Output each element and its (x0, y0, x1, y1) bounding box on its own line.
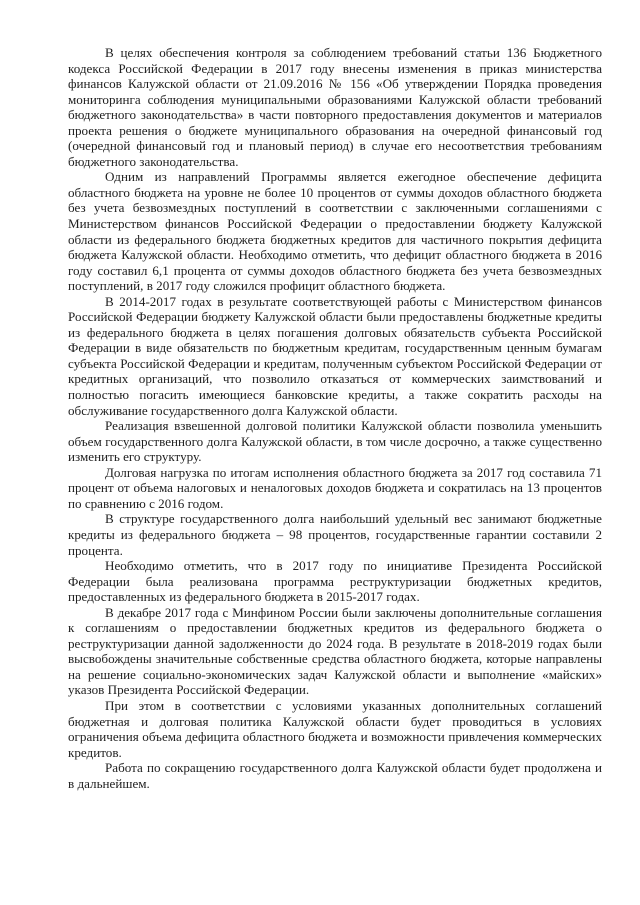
document-body (68, 45, 602, 791)
paragraph-restructuring-program: Необходимо отметить, что в 2017 году по инициативе Президента Российской Федерации была реализована программа реструктуризации бюджетных кредитов, предоставленных из федерального бюджета в 2015-2017 годах. (68, 558, 602, 605)
paragraph-december-agreements: В декабре 2017 года с Минфином России были заключены дополнительные соглашения к соглашениям о предоставлении бюджетных кредитов из федерального бюджета о реструктуризации данной задолженности до 2024 года. В результате в 2018-2019 годах были высвобождены значительные собственные средства областного бюджета, которые направлены на решение социально-экономических задач Калужской области и выполнение «майских» указов Президента Российской Федерации. (68, 604, 602, 698)
paragraph-deficit-program: Одним из направлений Программы является ежегодное обеспечение дефицита областного бюджета на уровне не более 10 процентов от суммы доходов областного бюджета без учета безвозмездных поступлений в соответствии с заключенными соглашениями с Министерством финансов Российской Федерации о предоставлении бюджету Калужской области из федерального бюджета бюджетных кредитов для частичного покрытия дефицита бюджета Калужской области. Необходимо отметить, что дефицит областного бюджета в 2016 году составил 6,1 процента от суммы доходов областного бюджета без учета безвозмездных поступлений, в 2017 году сложился профицит областного бюджета. (68, 169, 602, 294)
paragraph-debt-load: Долговая нагрузка по итогам исполнения областного бюджета за 2017 год составила 71 процент от объема налоговых и неналоговых доходов бюджета и сократилась на 13 процентов по сравнению с 2016 годом. (68, 464, 602, 511)
paragraph-agreement-conditions: При этом в соответствии с условиями указанных дополнительных соглашений бюджетная и долговая политика Калужской области будет проводиться в условиях ограничения объема дефицита областного бюджета и возможности привлечения коммерческих кредитов. (68, 697, 602, 760)
paragraph-debt-structure: В структуре государственного долга наибольший удельный вес занимают бюджетные кредиты из федерального бюджета – 98 процентов, государственные гарантии составили 2 процента. (68, 511, 602, 558)
paragraph-continued-work: Работа по сокращению государственного долга Калужской области будет продолжена и в дальнейшем. (68, 760, 602, 791)
paragraph-budget-credits-2014-2017: В 2014-2017 годах в результате соответствующей работы с Министерством финансов Российской Федерации бюджету Калужской области были предоставлены бюджетные кредиты из федерального бюджета в целях погашения долговых обязательств субъекта Российской Федерации в виде обязательств по бюджетным кредитам, государственным ценным бумагам субъекта Российской Федерации и кредитам, полученным субъектом Российской Федерации от кредитных организаций, что позволило отказаться от коммерческих заимствований и полностью погасить имеющиеся банковские кредиты, а также сократить расходы на обслуживание государственного долга Калужской области. (68, 293, 602, 418)
paragraph-budget-code-control: В целях обеспечения контроля за соблюдением требований статьи 136 Бюджетного кодекса Российской Федерации в 2017 году внесены изменения в приказ министерства финансов Калужской области от 21.09.2016 № 156 «Об утверждении Порядка проведения мониторинга соблюдения муниципальными образованиями Калужской области требований бюджетного законодательства» в части повторного предоставления документов и материалов проекта решения о бюджете муниципального образования на очередной финансовый год (очередной финансовый год и плановый период) в случае его несоответствия требованиям бюджетного законодательства. (68, 45, 602, 169)
paragraph-debt-policy: Реализация взвешенной долговой политики Калужской области позволила уменьшить объем государственного долга Калужской области, в том числе досрочно, а также существенно изменить его структуру. (68, 418, 602, 465)
